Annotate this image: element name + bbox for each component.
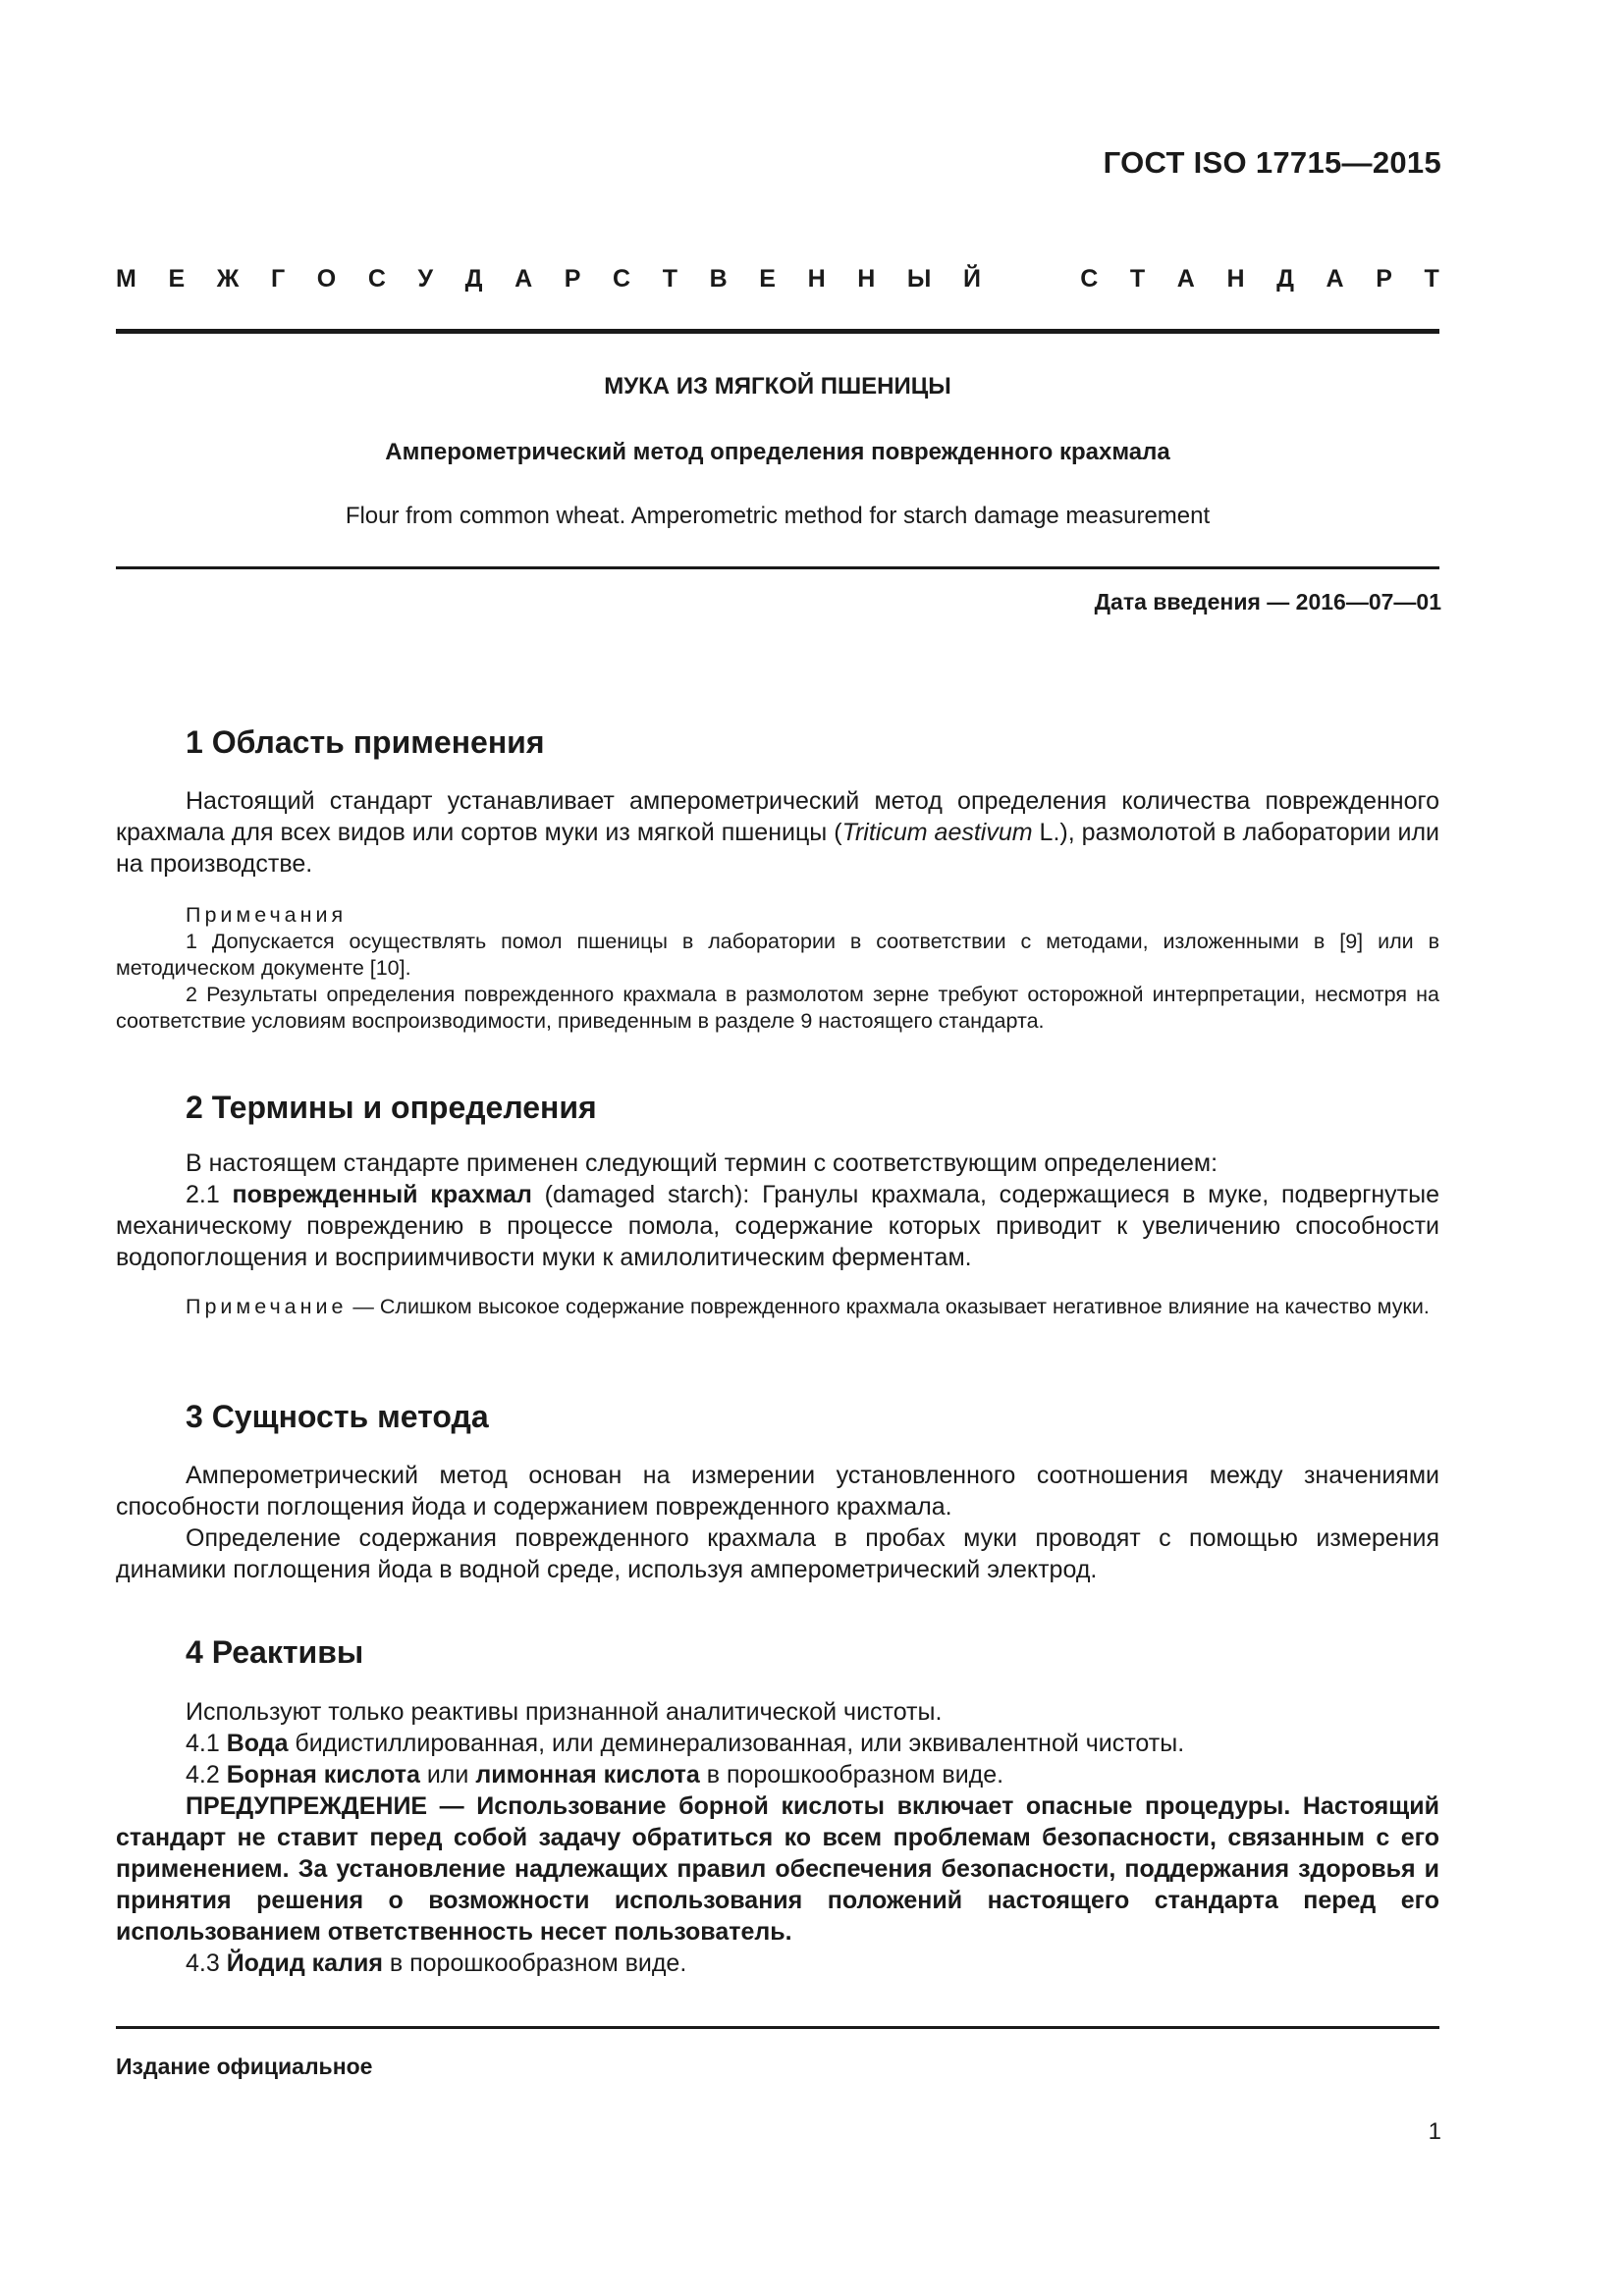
paragraph: Определение содержания поврежденного крахмала в пробах муки проводят с помощью измерения динамики поглощения йода в водной среде, используя амперометрический электрод. [116,1524,1439,1583]
note-label: Примечание [186,1295,348,1318]
standard-kind-letter: Р [1376,265,1392,293]
text: или [419,1761,476,1789]
standard-kind-letter: Р [564,265,581,293]
reagent-item-1 [116,1728,1439,1759]
section-2-note [116,1294,1439,1320]
section-3-body [116,1460,1439,1585]
standard-kind-letter: Т [1129,265,1146,293]
term-number: 2.1 [186,1181,233,1208]
reagent-name: Йодид калия [226,1949,383,1977]
paragraph: Амперометрический метод основан на измерении установленного соотношения между значениями способности поглощения йода и содержанием поврежденного крахмала. [116,1462,1439,1521]
section-2-body [116,1148,1439,1273]
section-heading: 3 Сущность метода [186,1399,489,1434]
standard-kind-letter: О [316,265,337,293]
term-definition [116,1179,1439,1273]
section-2-heading [116,1090,1439,1126]
document-title-english: Flour from common wheat. Amperometric method for starch damage measurement [345,503,1211,529]
reagent-item-3 [116,1948,1439,1979]
notes-label-text: Примечания [186,903,348,927]
note-2: 2 Результаты определения поврежденного крахмала в размолотом зерне требуют осторожной интерпретации, несмотря на соответствие условиям воспроизводимости, приведенным в разделе 9 настоящего стандарта. [116,983,1439,1033]
reagent-name: Борная кислота [226,1761,420,1789]
standard-kind-letter: М [116,265,136,293]
section-4-heading [116,1634,1439,1671]
term: поврежденный крахмал [232,1181,532,1208]
standard-kind-letter: Н [1226,265,1245,293]
document-code: ГОСТ ISO 17715—2015 [1103,145,1441,180]
standard-kind-letter: Т [662,265,677,293]
standard-kind-letter: Т [1424,265,1439,293]
text: Настоящий стандарт устанавливает амперометрический метод определения количества поврежденного крахмала для всех видов или сортов муки из мягкой пшеницы ( [116,787,1439,846]
standard-kind-letter: Ы [906,265,932,293]
document-subtitle: Амперометрический метод определения поврежденного крахмала [385,439,1170,465]
standard-kind-letter: Н [807,265,826,293]
document-title: МУКА ИЗ МЯГКОЙ ПШЕНИЦЫ [604,373,951,400]
notes-label [116,902,1439,929]
item-number: 4.2 [186,1761,227,1789]
term-text: (damaged starch): Гранулы крахмала, содержащиеся в муке, подвергнутые механическому повреждению в процессе помола, содержание которых приводит к увеличению способности водопоглощения и восприимчивости муки к амилолитическим ферментам. [116,1181,1439,1271]
standard-kind-letter: С [613,265,631,293]
section-heading: 1 Область применения [186,724,545,760]
reagent-name: Вода [226,1730,289,1757]
standard-kind-letter: Е [168,265,186,293]
page-number: 1 [1428,2118,1441,2145]
standard-kind-letter: Г [270,265,286,293]
title-rule [116,566,1439,569]
standard-kind-letter: А [1176,265,1195,293]
section-1-body [116,785,1439,880]
section-heading: 4 Реактивы [186,1634,364,1670]
paragraph: В настоящем стандарте применен следующий термин с соответствующим определением: [186,1149,1218,1177]
section-3-heading [116,1399,1439,1435]
standard-kind-letter: А [514,265,533,293]
note [116,1294,1439,1320]
text: в порошкообразном виде. [699,1761,1004,1789]
paragraph [116,785,1439,880]
standard-kind-letter: С [367,265,386,293]
section-4-body [116,1696,1439,1979]
edition-label: Издание официальное [116,2054,373,2079]
introduction-date: Дата введения — 2016—07—01 [1094,589,1441,614]
standard-kind-letter: Й [963,265,981,293]
standard-kind [116,265,1439,294]
section-1-heading [116,724,1439,761]
standard-kind-letter: Ж [216,265,240,293]
paragraph: Используют только реактивы признанной аналитической чистоты. [186,1698,943,1726]
text: в порошкообразном виде. [382,1949,687,1977]
standard-kind-letter: С [1080,265,1099,293]
item-number: 4.1 [186,1730,227,1757]
note-text: — Слишком высокое содержание поврежденного крахмала оказывает негативное влияние на качество муки. [347,1295,1430,1318]
item-number: 4.3 [186,1949,227,1977]
text: L.), размолотой в лаборатории или на производстве. [116,819,1439,878]
reagent-item-2 [116,1759,1439,1790]
standard-kind-letter: У [417,265,434,293]
warning: ПРЕДУПРЕЖДЕНИЕ — Использование борной кислоты включает опасные процедуры. Настоящий стандарт не ставит перед собой задачу обратиться ко всем проблемам безопасности, связанным с его применением. За установление надлежащих правил обеспечения безопасности, поддержания здоровья и принятия решения о возможности использования положений настоящего стандарта перед его использованием ответственность несет пользователь. [116,1792,1439,1946]
note-1: 1 Допускается осуществлять помол пшеницы в лаборатории в соответствии с методами, изложенными в [9] или в методическом документе [10]. [116,930,1439,980]
standard-kind-letter: Д [464,265,483,293]
bottom-rule [116,2026,1439,2029]
standard-kind-letter: Н [857,265,876,293]
section-heading: 2 Термины и определения [186,1090,597,1125]
standard-kind-letter: Е [759,265,776,293]
standard-kind-letter: Д [1276,265,1294,293]
text: бидистиллированная, или деминерализованная, или эквивалентной чистоты. [288,1730,1185,1757]
standard-kind-letter: А [1326,265,1344,293]
standard-kind-letter: В [709,265,728,293]
section-1-notes [116,902,1439,1035]
top-rule [116,329,1439,334]
species-name: Triticum aestivum [841,819,1033,846]
reagent-name: лимонная кислота [475,1761,700,1789]
word-gap [1013,265,1049,294]
